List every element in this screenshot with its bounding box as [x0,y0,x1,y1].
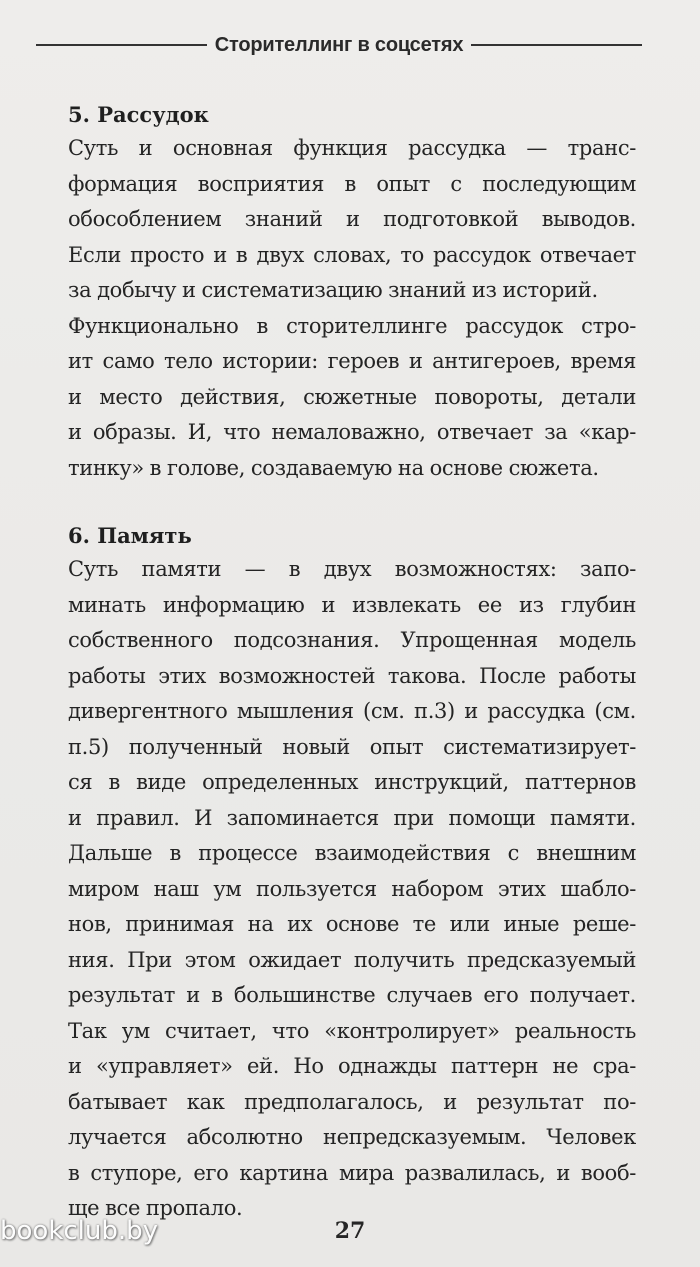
text-line: дивергентного мышления (см. п.3) и рассудка (см. [68,699,636,723]
section-heading-reason: 5. Рассудок [68,102,209,127]
text-line: лучается абсолютно непредсказуемым. Человек [68,1125,636,1149]
paragraph [68,309,636,487]
text-line: собственного подсознания. Упрощенная модель [68,628,636,652]
text-line: Дальше в процессе взаимодействия с внешним [68,841,636,865]
text-line: и правил. И запоминается при помощи памяти. [68,805,636,830]
text-line: Функционально в сторителлинге рассудок стро- [68,313,636,338]
running-head [36,30,642,60]
watermark: bookclub.by [0,1216,159,1246]
text-line: Суть памяти — в двух возможностях: запо- [68,557,636,581]
running-head-title: Сторителлинг в соцсетях [214,33,464,56]
text-line: миром наш ум пользуется набором этих шабло- [68,876,636,901]
text-line: Если просто и в двух словах, то рассудок отвечает [68,242,636,267]
section-heading-memory: 6. Память [68,523,192,548]
text-line: нов, принимая на их основе те или иные реше- [68,912,636,936]
text-line: ния. При этом ожидает получить предсказуемый [68,947,636,972]
text-line: ит само тело истории: героев и антигероев, время [68,349,636,373]
text-line: в ступоре, его картина мира развалилась, и вооб- [68,1160,636,1185]
page-body [68,98,636,1227]
text-line: тинку» в голове, создаваемую на основе сюжета. [68,455,599,480]
text-line: обособлением знаний и подготовкой выводов. [68,207,636,231]
text-line: п.5) полученный новый опыт систематизирует- [68,734,636,759]
text-line: за добычу и систематизацию знаний из историй. [68,278,598,302]
text-line: и «управляет» ей. Но однажды паттерн не сра- [68,1054,636,1078]
paragraph [68,552,636,1227]
text-line: и место действия, сюжетные повороты, детали [68,384,636,409]
text-line: работы этих возможностей такова. После работы [68,663,636,688]
text-line: Суть и основная функция рассудка — транс- [68,136,636,160]
text-line: формация восприятия в опыт с последующим [68,171,636,196]
text-line: батывает как предполагалось, и результат по- [68,1089,636,1114]
text-line: результат и в большинстве случаев его получает. [68,983,636,1007]
running-head-rule-left [36,44,207,46]
text-line: ся в виде определенных инструкций, паттернов [68,770,636,794]
page-number: 27 [334,1218,366,1244]
text-line: Так ум считает, что «контролирует» реальность [68,1018,636,1043]
text-line: ще все пропало. [68,1196,243,1220]
paragraph [68,131,636,309]
running-head-rule-right [471,44,642,46]
text-line: и образы. И, что немаловажно, отвечает за «кар- [68,420,636,444]
text-line: минать информацию и извлекать ее из глубин [68,592,636,617]
